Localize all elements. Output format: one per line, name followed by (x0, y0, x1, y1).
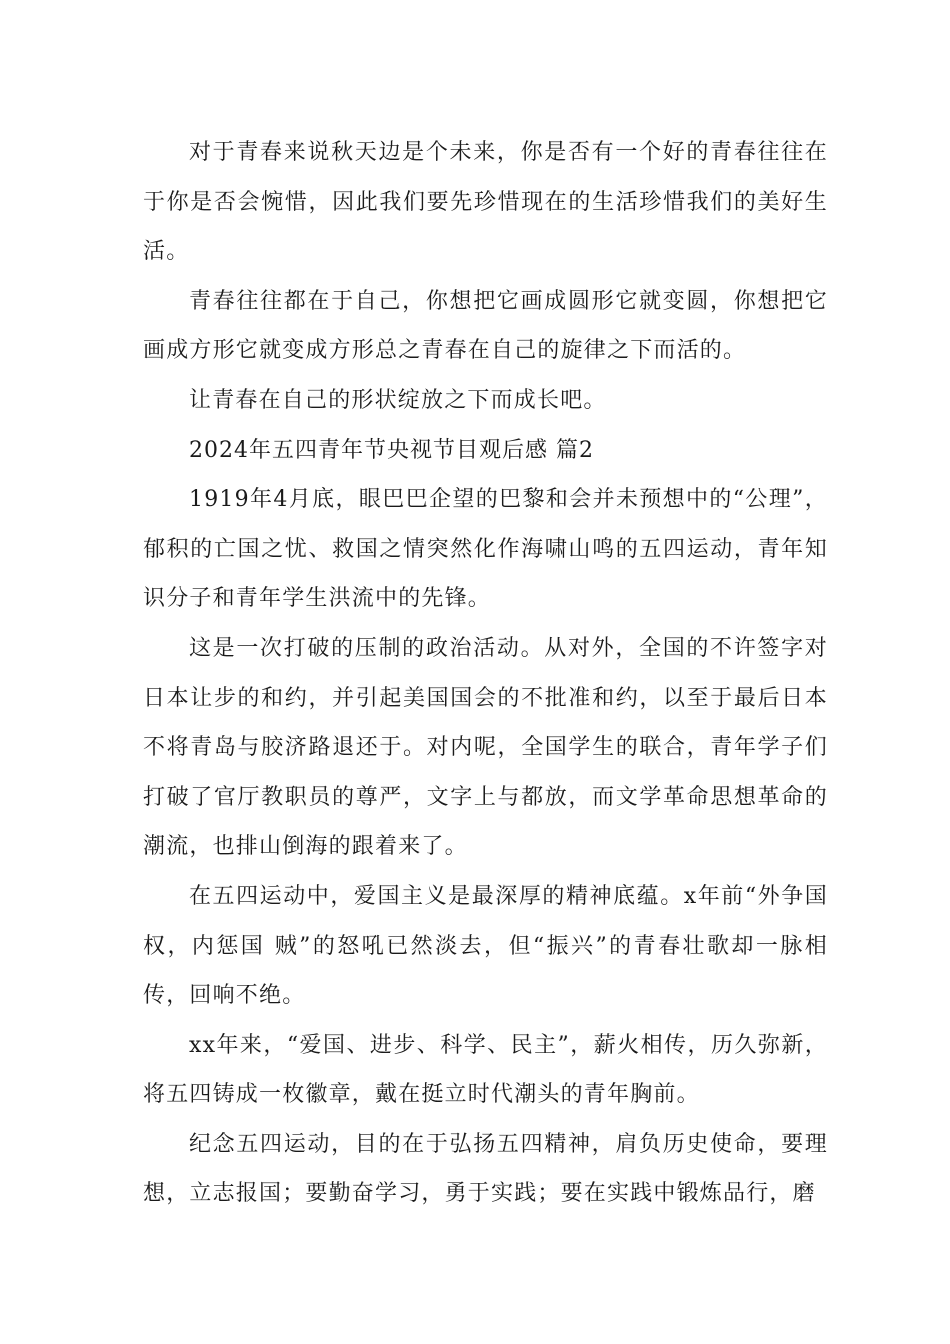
paragraph-2: 青春往往都在于自己，你想把它画成圆形它就变圆，你想把它画成方形它就变成方形总之青春在自己的旋律之下而活的。 (143, 288, 828, 364)
paragraph-8: 纪念五四运动，目的在于弘扬五四精神，肩负历史使命，要理想，立志报国；要勤奋学习，勇于实践；要在实践中锻炼品行，磨 (143, 1131, 828, 1207)
document-body (143, 128, 828, 1219)
paragraph-7: xx年来，“爱国、进步、科学、民主”，薪火相传，历久弥新，将五四铸成一枚徽章，戴在挺立时代潮头的青年胸前。 (143, 1032, 828, 1108)
section-heading: 2024年五四青年节央视节目观后感 篇2 (189, 437, 594, 463)
paragraph-6: 在五四运动中，爱国主义是最深厚的精神底蕴。x年前“外争国权，内惩国 贼”的怒吼已然淡去，但“振兴”的青春壮歌却一脉相传，回响不绝。 (143, 883, 828, 1009)
paragraph-1: 对于青春来说秋天边是个未来，你是否有一个好的青春往往在于你是否会惋惜，因此我们要先珍惜现在的生活珍惜我们的美好生活。 (143, 140, 828, 265)
paragraph-3: 让青春在自己的形状绽放之下而成长吧。 (189, 387, 607, 413)
paragraph-4: 1919年4月底，眼巴巴企望的巴黎和会并未预想中的“公理”，郁积的亡国之忧、救国之情突然化作海啸山鸣的五四运动，青年知识分子和青年学生洪流中的先锋。 (143, 487, 828, 612)
paragraph-5: 这是一次打破的压制的政治活动。从对外，全国的不许签字对日本让步的和约，并引起美国国会的不批准和约，以至于最后日本不将青岛与胶济路退还于。对内呢，全国学生的联合，青年学子们打破了官厅教职员的尊严，文字上与都放，而文学革命思想革命的潮流，也排山倒海的跟着来了。 (143, 635, 828, 860)
